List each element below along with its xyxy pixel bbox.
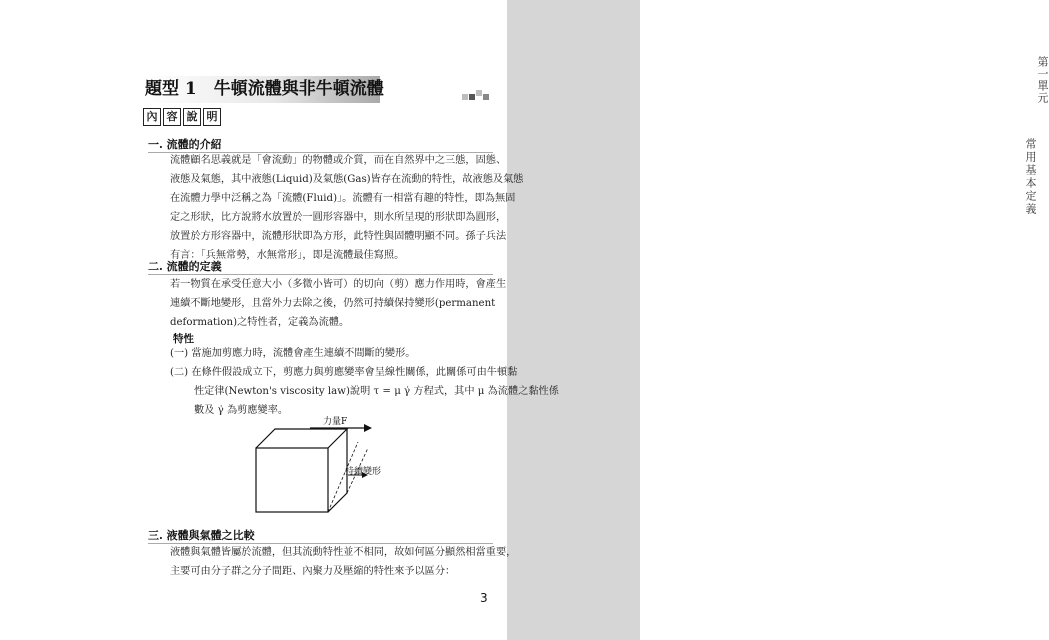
text-line: 有言：「兵無常勢，水無常形」，即是流體最佳寫照。 (170, 250, 405, 261)
force-label: 力量F (323, 417, 348, 427)
text-line: 放置於方形容器中，流體形狀即為方形，此特性與固體明顯不同。孫子兵法 (170, 231, 507, 242)
badge-char: 容 (163, 108, 181, 126)
content-description-badge (143, 108, 221, 126)
deformed-edge (328, 442, 358, 512)
text-line: 液體與氣體皆屬於流體，但其流動特性並不相同，故如何區分顯然相當重要， (170, 547, 517, 558)
text-line: deformation)之特性者，定義為流體。 (170, 317, 350, 328)
cube-top-face (256, 429, 347, 448)
decor-square (483, 94, 489, 100)
decor-square (476, 90, 482, 96)
section-2-paragraph (170, 275, 506, 332)
decor-square (469, 94, 475, 100)
text-line: 流體顧名思義就是「會流動」的物體或介質，而在自然界中之三態，固態、 (170, 155, 507, 166)
badge-char: 說 (183, 108, 201, 126)
list-item: 數及 γ̇ 為剪應變率。 (194, 405, 289, 416)
characteristics-list (170, 344, 559, 420)
section-heading-2: 二. 流體的定義 (148, 260, 222, 273)
deformation-label: 持續變形 (345, 467, 382, 477)
chapter-title: 常用基本定義 (1024, 138, 1037, 216)
section-3-paragraph (170, 543, 516, 581)
badge-char: 明 (203, 108, 221, 126)
text-line: 在流體力學中泛稱之為「流體(Fluid)」。流體有一相當有趣的特性，即為無固 (170, 193, 516, 204)
badge-char: 內 (143, 108, 161, 126)
sub-heading-characteristics: 特性 (173, 333, 194, 345)
text-line: 若一物質在承受任意大小（多微小皆可）的切向（剪）應力作用時，會產生 (170, 279, 507, 290)
chapter-label: 第一單元 (1036, 56, 1049, 104)
list-item: 性定律(Newton's viscosity law)說明 τ = μ γ̇ 方程式，其中 μ 為流體之黏性係 (194, 386, 559, 397)
text-line: 定之形狀，比方說將水放置於一圓形容器中，則水所呈現的形狀即為圓形， (170, 212, 507, 223)
text-line: 連續不斷地變形，且當外力去除之後，仍然可持續保持變形(permanent (170, 298, 496, 309)
page-number: 3 (480, 591, 488, 605)
force-arrowhead (364, 424, 372, 432)
section-heading-3: 三. 液體與氣體之比較 (148, 529, 255, 542)
section-heading-1: 一. 流體的介紹 (148, 138, 222, 151)
list-item: (二) 在條件假設成立下，剪應力與剪應變率會呈線性關係，此關係可由牛頓黏 (170, 367, 518, 378)
chapter-sidebar (507, 0, 1049, 640)
text-line: 液態及氣態，其中液態(Liquid)及氣態(Gas)皆存在流動的特性，故液態及氣態 (170, 174, 524, 185)
list-item: (一) 當施加剪應力時，流體會產生連續不間斷的變形。 (170, 348, 416, 359)
text-line: 主要可由分子群之分子間距、內聚力及壓縮的特性來予以區分： (170, 566, 456, 577)
cube-front-face (256, 448, 328, 512)
page-title: 題型 1 牛頓流體與非牛頓流體 (145, 79, 384, 99)
decor-square (462, 94, 468, 100)
section-1-paragraph (170, 151, 523, 265)
